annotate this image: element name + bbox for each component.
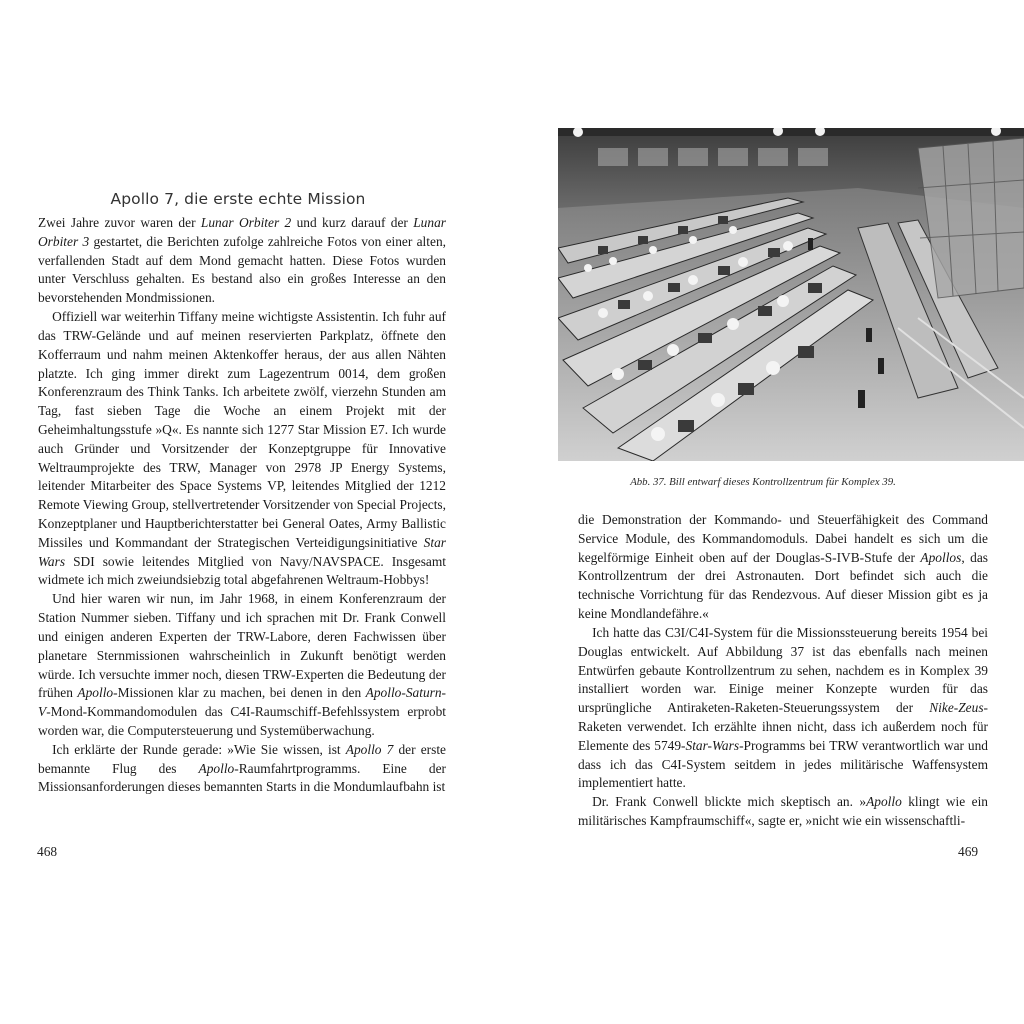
paragraph: Offiziell war weiterhin Tiffany meine wichtigste Assistentin. Ich fuhr auf das TRW-Gelände und auf meinen reservierten Parkplatz, öffnete den Kofferraum und nahm meinen Aktenkoffer heraus, der aus allen Nähten platzte. Ich ging immer direkt zum Lagezentrum 0014, dem großen Konferenzraum des Think Tanks. Ich arbeitete zwölf, vierzehn Stunden am Tag, fast sieben Tage die Woche an einem Projekt mit der Geheimhaltungsstufe »Q«. Es nannte sich 1277 Star Mission E7. Ich wurde auch Gründer und Vorsitzender der Konzeptgruppe für Innovative Weltraumprojekte des TRW, Manager von 2978 JP Energy Systems, leitender Mitarbeiter des Space Systems VP, leitendes Mitglied der 1212 Remote Viewing Group, stellvertretender Vorsitzender von Special Projects, Konzeptplaner und Hauptberichterstatter bei General Oates, Army Ballistic Missiles und Kommandant der Strategischen Verteidigungsinitiative Star Wars SDI sowie leitendes Mitglied von Navy/NAVSPACE. Insgesamt widmete ich mich zweiundsiebzig total abgefahrenen Weltraum-Hobbys! bbox=[38, 309, 446, 588]
paragraph: Dr. Frank Conwell blickte mich skeptisch an. »Apollo klingt wie ein militärisches Kampfraumschiff«, sagte er, »nicht wie ein wissenschaftli- bbox=[578, 794, 988, 828]
italic-run: Lunar Orbiter 3 bbox=[38, 215, 446, 249]
page-number-left: 468 bbox=[37, 844, 58, 859]
paragraph: Ich hatte das C3I/C4I-System für die Missionssteuerung bereits 1954 bei Douglas entwickelt. Auf Abbildung 37 ist das ebenfalls nach meinen Entwürfen gebaute Kontrollzentrum zu sehen, nachdem es in Komplex 39 installiert worden war. Einige meiner Konzepte wurden für das ursprüngliche Antiraketen-Raketen-Steuerungssystem der Nike-Zeus-Raketen verwendet. Ich erzählte ihnen nicht, dass ich außerdem noch für Elemente des 5749-Star-Wars-Programms bei TRW verantwortlich war und dass ich das C4I-System seitdem in jedes militärische Waffensystem implementiert hatte. bbox=[578, 624, 988, 791]
italic-run: Apollos bbox=[920, 549, 962, 565]
italic-run: Apollo bbox=[77, 685, 114, 701]
photo-illustration bbox=[558, 128, 1024, 461]
italic-run: Apollo bbox=[198, 760, 235, 776]
italic-run: Nike-Zeus bbox=[929, 700, 984, 716]
italic-run: Star Wars bbox=[38, 534, 446, 569]
italic-run: Apollo bbox=[866, 794, 902, 810]
paragraph: Zwei Jahre zuvor waren der Lunar Orbiter 2 und kurz darauf der Lunar Orbiter 3 gestartet, die Berichten zufolge zahlreiche Fotos von einer alten, verfallenden Stadt auf dem Mond gemacht hatten. Diese Fotos wurden unter Verschluss gehalten. Es bestand also ein großes Interesse an den bevorstehenden Mondmissionen. bbox=[38, 215, 446, 306]
page-number-right: 469 bbox=[958, 844, 979, 859]
chapter-title: Apollo 7, die erste echte Mission bbox=[110, 189, 366, 208]
left-body-text bbox=[38, 214, 446, 797]
paragraph: Und hier waren wir nun, im Jahr 1968, in einem Konferenzraum der Station Nummer sieben. Tiffany und ich sprachen mit Dr. Frank Conwell und einigen anderen Experten der TRW-Labore, deren Fachwissen über planetare Sternmissionen wahrscheinlich in Zukunft benötigt werden würde. Ich versuchte immer noch, diesen TRW-Experten die Bedeutung der frühen Apollo-Missionen klar zu machen, bei denen in den Apollo-Saturn-V-Mond-Kommandomodulen das C4I-Raumschiff-Befehlssystem erprobt worden war, die Computersteuerung und Systemüberwachung. bbox=[38, 591, 447, 738]
paragraph: die Demonstration der Kommando- und Steuerfähigkeit des Command Service Module, des Kommandomoduls. Dabei handelt es sich um die kegelförmige Einheit oben auf der Douglas-S-IVB-Stufe der Apollos, das Kontrollzentrum der drei Astronauten. Dort befindet sich auch die technische Vorrichtung für das Rendezvous. Auf dieser Mission gibt es ja keine Mondlandefähre.« bbox=[578, 512, 989, 622]
paragraph: Ich erklärte der Runde gerade: »Wie Sie wissen, ist Apollo 7 der erste bemannte Flug des Apollo-Raumfahrtprogramms. Eine der Missionsanforderungen dieses bemannten Starts in die Mondumlaufbahn ist bbox=[38, 741, 447, 795]
right-body-text bbox=[578, 511, 988, 831]
italic-run: Star-Wars bbox=[685, 737, 740, 753]
figure-caption: Abb. 37. Bill entwarf dieses Kontrollzentrum für Komplex 39. bbox=[630, 476, 896, 488]
control-center-photo bbox=[558, 128, 1024, 461]
right-page bbox=[512, 0, 1024, 1024]
italic-run: Apollo-Saturn-V bbox=[38, 685, 447, 720]
italic-run: Lunar Orbiter 2 bbox=[200, 215, 292, 230]
italic-run: Apollo 7 bbox=[345, 741, 394, 757]
